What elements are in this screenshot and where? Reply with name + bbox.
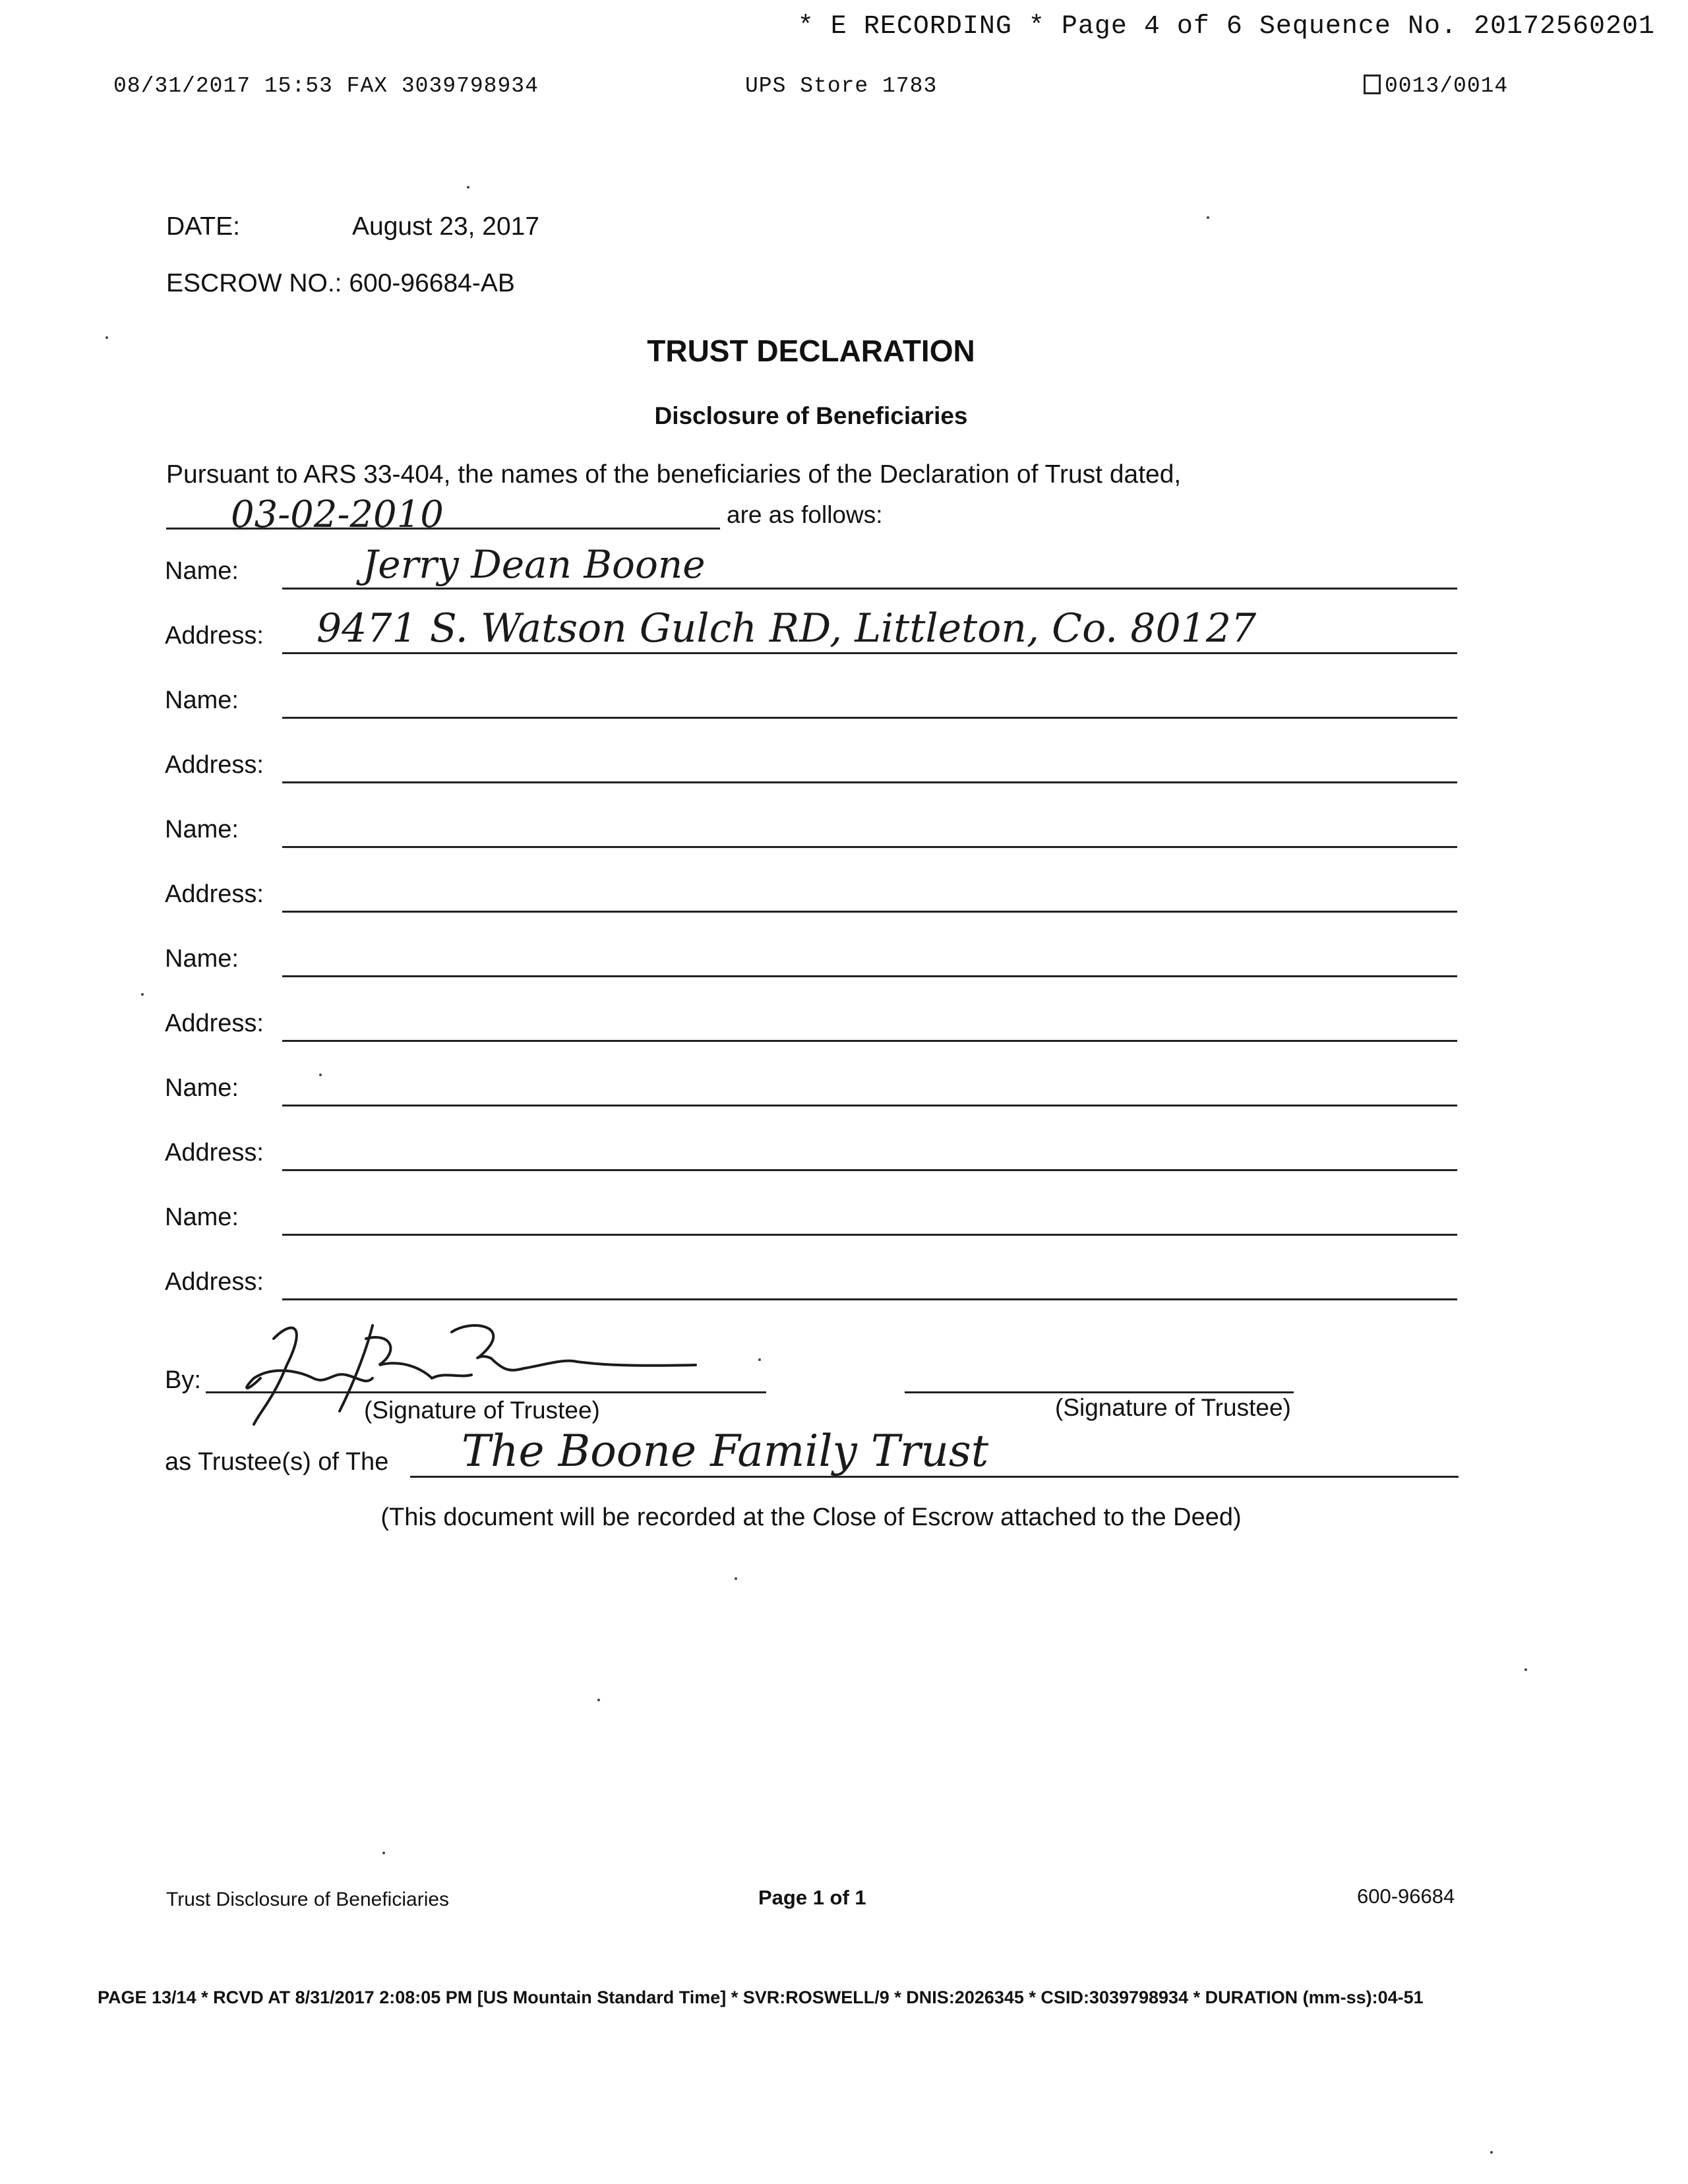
scan-speck	[106, 336, 108, 339]
name-label: Name:	[165, 945, 239, 973]
name-label: Name:	[165, 1203, 239, 1231]
document-subtitle: Disclosure of Beneficiaries	[654, 402, 968, 429]
fax-header-left: 08/31/2017 15:53 FAX 3039798934	[113, 74, 539, 98]
address-line	[282, 1169, 1457, 1171]
scan-speck	[1524, 1668, 1527, 1671]
document-title: TRUST DECLARATION	[647, 334, 975, 368]
name-line	[282, 717, 1457, 719]
scan-speck	[1207, 216, 1209, 219]
address-line	[282, 911, 1457, 913]
trust-date-handwritten: 03-02-2010	[231, 493, 444, 536]
scan-speck	[597, 1699, 600, 1701]
fax-header-right	[1364, 74, 1508, 98]
beneficiary-2-name-row	[165, 674, 1457, 727]
fax-page-count: 0013/0014	[1385, 74, 1509, 98]
beneficiary-name: Jerry Dean Boone	[363, 542, 706, 587]
name-label: Name:	[165, 816, 239, 843]
scan-speck	[319, 1074, 322, 1076]
date-value: August 23, 2017	[352, 212, 540, 241]
scan-speck	[467, 186, 469, 189]
footer-form-name: Trust Disclosure of Beneficiaries	[166, 1889, 450, 1910]
beneficiary-4-name-row	[165, 932, 1457, 985]
beneficiary-5-name-row	[165, 1062, 1457, 1114]
address-label: Address:	[165, 880, 264, 908]
name-label: Name:	[165, 557, 239, 585]
name-line	[282, 1234, 1457, 1236]
footer-escrow-number: 600-96684	[1357, 1885, 1455, 1908]
address-label: Address:	[165, 1010, 264, 1037]
trust-name-handwritten: The Boone Family Trust	[462, 1426, 989, 1476]
address-label: Address:	[165, 1268, 264, 1296]
recording-header: * E RECORDING * Page 4 of 6 Sequence No. 20172560201	[797, 12, 1655, 42]
beneficiary-1-address-row	[165, 605, 1457, 662]
beneficiary-3-address-row	[165, 868, 1457, 921]
address-line	[282, 652, 1457, 654]
date-label: DATE:	[166, 212, 240, 241]
name-line	[282, 1105, 1457, 1107]
beneficiary-2-address-row	[165, 739, 1457, 791]
name-line	[282, 846, 1457, 848]
name-label: Name:	[165, 1074, 239, 1102]
signature-caption-1: (Signature of Trustee)	[364, 1397, 600, 1424]
scan-speck	[141, 993, 144, 996]
beneficiary-1-name-row	[165, 542, 1457, 597]
fax-header-middle: UPS Store 1783	[745, 74, 938, 98]
by-label: By:	[165, 1366, 201, 1394]
scan-speck	[758, 1358, 761, 1361]
footer-page-number: Page 1 of 1	[758, 1886, 866, 1909]
signature-line-2	[905, 1391, 1294, 1393]
trustee-of-label: as Trustee(s) of The	[165, 1448, 389, 1476]
as-follows-text: are as follows:	[727, 501, 883, 528]
beneficiary-4-address-row	[165, 997, 1457, 1050]
beneficiary-6-address-row	[165, 1256, 1457, 1308]
address-line	[282, 1298, 1457, 1300]
fax-receipt-footer: PAGE 13/14 * RCVD AT 8/31/2017 2:08:05 PM [US Mountain Standard Time] * SVR:ROSWELL/9 * DNIS:2026345 * CSID:3039798934 * DURATION (mm-ss):04-51	[98, 1987, 1424, 2007]
beneficiary-5-address-row	[165, 1126, 1457, 1179]
beneficiary-3-name-row	[165, 803, 1457, 856]
address-label: Address:	[165, 751, 264, 779]
name-label: Name:	[165, 686, 239, 714]
beneficiary-6-name-row	[165, 1191, 1457, 1244]
name-line	[282, 975, 1457, 977]
signature-caption-2: (Signature of Trustee)	[1055, 1394, 1291, 1421]
address-label: Address:	[165, 1139, 264, 1167]
recording-note: (This document will be recorded at the Close of Escrow attached to the Deed)	[380, 1503, 1242, 1531]
name-line	[282, 588, 1457, 590]
scan-speck	[735, 1577, 737, 1580]
beneficiary-address: 9471 S. Watson Gulch RD, Littleton, Co. 80127	[316, 605, 1257, 652]
pursuant-text: Pursuant to ARS 33-404, the names of the beneficiaries of the Declaration of Trust dated,	[166, 460, 1182, 489]
scan-speck	[382, 1852, 385, 1854]
address-line	[282, 1040, 1457, 1042]
address-label: Address:	[165, 622, 264, 650]
fax-page-icon	[1364, 75, 1381, 94]
address-line	[282, 781, 1457, 783]
escrow-number: ESCROW NO.: 600-96684-AB	[166, 269, 515, 297]
scan-speck	[1490, 2151, 1493, 2154]
